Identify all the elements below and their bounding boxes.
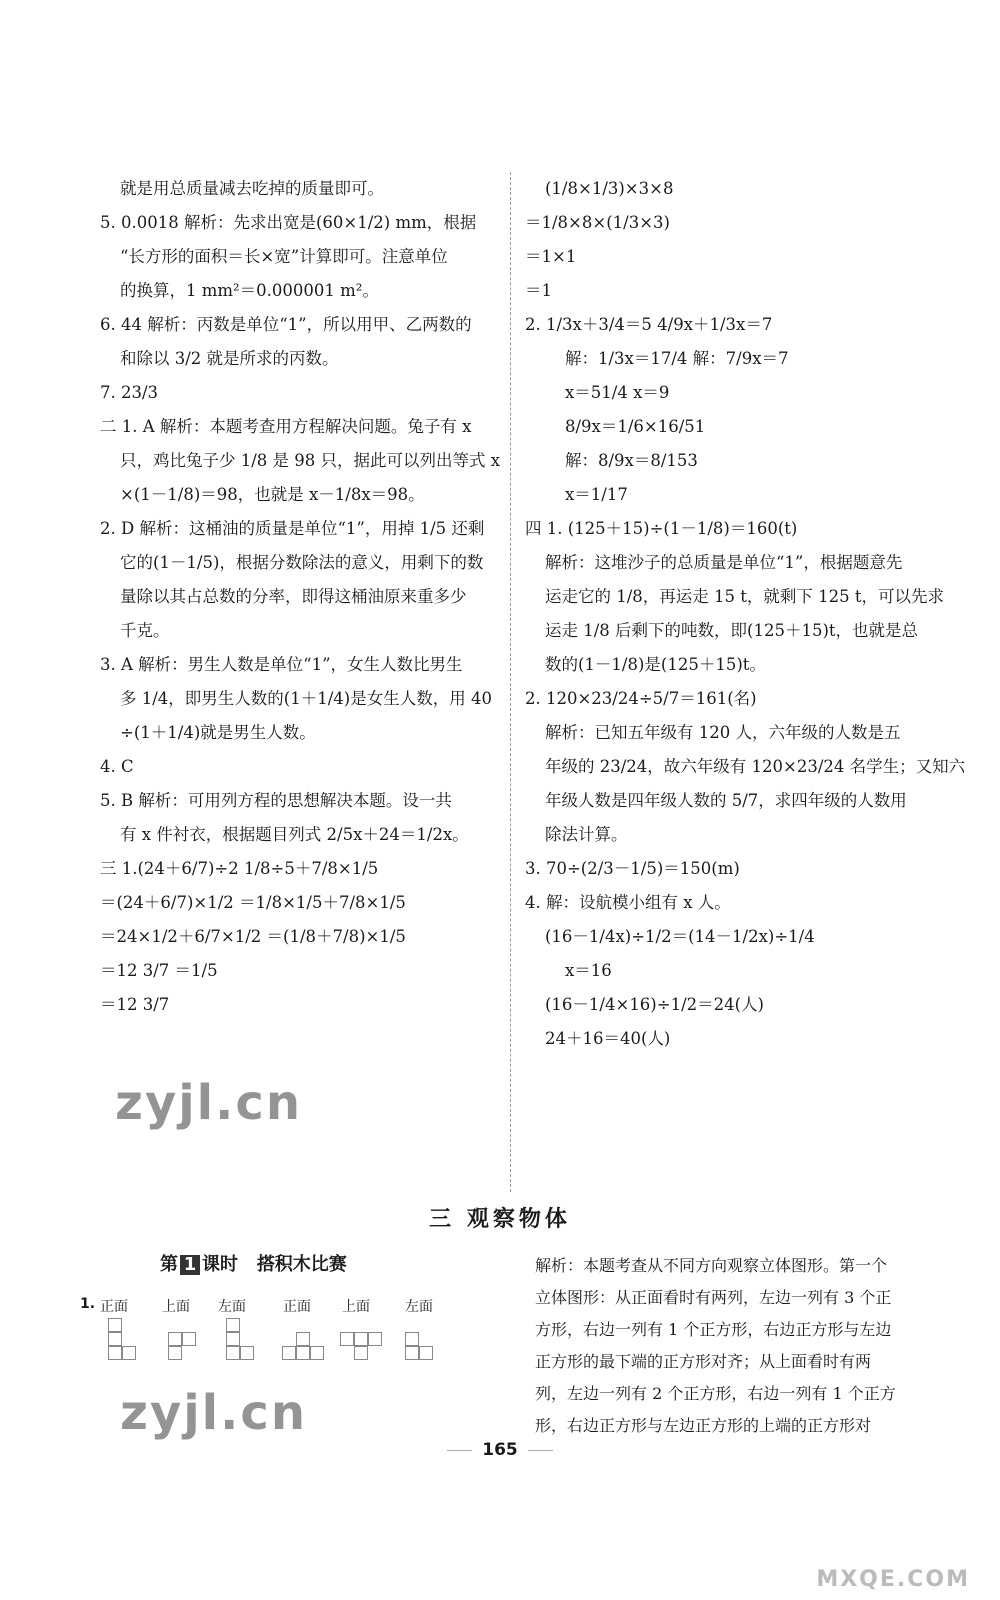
text-line: ＝12 3/7 [100, 995, 170, 1014]
text-line: 形，右边正方形与左边正方形的上端的正方形对 [535, 1416, 872, 1435]
text-line: ＝12 3/7 ＝1/5 [100, 961, 218, 980]
text-line: ＝24×1/2＋6/7×1/2 ＝(1/8＋7/8)×1/5 [100, 927, 406, 946]
text-line: 有 x 件衬衣，根据题目列式 2/5x＋24＝1/2x。 [120, 825, 469, 844]
text-line: ＝1 [525, 281, 552, 300]
text-line: 7. 23/3 [100, 383, 159, 402]
grid-square [108, 1346, 122, 1360]
question-number: 1. [80, 1296, 96, 1312]
watermark: zyjl.cn [120, 1385, 307, 1441]
grid-square [226, 1318, 240, 1332]
grid-square [282, 1346, 296, 1360]
text-line: 只，鸡比兔子少 1/8 是 98 只，据此可以列出等式 x [120, 451, 501, 470]
grid-square [354, 1346, 368, 1360]
text-line: 5. 0.0018 解析：先求出宽是(60×1/2) mm，根据 [100, 213, 477, 232]
grid-square [182, 1332, 196, 1346]
text-line: ×(1－1/8)＝98，也就是 x－1/8x＝98。 [120, 485, 425, 504]
text-line: 除法计算。 [545, 825, 628, 844]
view-label: 左面 [405, 1299, 433, 1315]
text-line: 4. 解：设航模小组有 x 人。 [525, 893, 731, 912]
text-line: 解：1/3x＝17/4 解：7/9x＝7 [565, 349, 789, 368]
text-line: 数的(1－1/8)是(125＋15)t。 [545, 655, 766, 674]
watermark: zyjl.cn [115, 1075, 302, 1131]
text-line: ＝1×1 [525, 247, 577, 266]
text-line: “长方形的面积＝长×宽”计算即可。注意单位 [120, 247, 448, 266]
text-line: 5. B 解析：可用列方程的思想解决本题。设一共 [100, 791, 452, 810]
view-label: 上面 [162, 1299, 190, 1315]
text-line: 和除以 3/2 就是所求的丙数。 [120, 349, 339, 368]
text-line: 三 1.(24＋6/7)÷2 1/8÷5＋7/8×1/5 [100, 859, 379, 878]
grid-square [240, 1346, 254, 1360]
text-line: (1/8×1/3)×3×8 [545, 179, 674, 198]
grid-square [296, 1332, 310, 1346]
text-line: 量除以其占总数的分率，即得这桶油原来重多少 [120, 587, 467, 606]
grid-square [419, 1346, 433, 1360]
text-line: 年级的 23/24，故六年级有 120×23/24 名学生；又知六 [545, 757, 966, 776]
analysis-block [535, 1250, 925, 1442]
text-line: 四 1. (125＋15)÷(1－1/8)＝160(t) [525, 519, 798, 538]
text-line: (16－1/4×16)÷1/2＝24(人) [545, 995, 764, 1014]
lesson-number: 1 [180, 1255, 200, 1275]
grid-square [354, 1332, 368, 1346]
text-line: 2. 120×23/24÷5/7＝161(名) [525, 689, 757, 708]
text-line: ÷(1＋1/4)就是男生人数。 [120, 723, 316, 742]
grid-square [168, 1332, 182, 1346]
lesson-suffix: 课时 [202, 1254, 238, 1275]
text-line: ＝(24＋6/7)×1/2 ＝1/8×1/5＋7/8×1/5 [100, 893, 406, 912]
column-divider [510, 172, 511, 1192]
grid-square [108, 1318, 122, 1332]
lesson-name: 搭积木比赛 [256, 1254, 347, 1275]
text-line: 4. C [100, 757, 134, 776]
text-line: x＝16 [565, 961, 612, 980]
left-column [100, 172, 501, 1022]
lesson-prefix: 第 [160, 1254, 178, 1275]
text-line: 3. 70÷(2/3－1/5)＝150(m) [525, 859, 740, 878]
text-line: 方形，右边一列有 1 个正方形，右边正方形与左边 [535, 1320, 892, 1339]
view-label: 正面 [283, 1299, 311, 1315]
text-line: 千克。 [120, 621, 170, 640]
text-line: x＝51/4 x＝9 [565, 383, 670, 402]
text-line: 2. 1/3x＋3/4＝5 4/9x＋1/3x＝7 [525, 315, 773, 334]
lesson-title [160, 1250, 347, 1276]
page-number: 165 [0, 1440, 1000, 1460]
text-line: 就是用总质量减去吃掉的质量即可。 [120, 179, 384, 198]
text-line: 运走 1/8 后剩下的吨数，即(125＋15)t，也就是总 [545, 621, 919, 640]
view-label: 上面 [342, 1299, 370, 1315]
grid-square [226, 1346, 240, 1360]
text-line: 2. D 解析：这桶油的质量是单位“1”，用掉 1/5 还剩 [100, 519, 485, 538]
section-title: 三 观察物体 [429, 1207, 571, 1232]
text-line: 它的(1－1/5)，根据分数除法的意义，用剩下的数 [120, 553, 484, 572]
text-line: 6. 44 解析：丙数是单位“1”，所以用甲、乙两数的 [100, 315, 472, 334]
text-line: 正方形的最下端的正方形对齐；从上面看时有两 [535, 1352, 872, 1371]
text-line: 解：8/9x＝8/153 [565, 451, 698, 470]
view-label: 正面 [100, 1299, 128, 1315]
text-line: 3. A 解析：男生人数是单位“1”，女生人数比男生 [100, 655, 463, 674]
grid-square [368, 1332, 382, 1346]
grid-square [108, 1332, 122, 1346]
view-label: 左面 [218, 1299, 246, 1315]
text-line: 年级人数是四年级人数的 5/7，求四年级的人数用 [545, 791, 907, 810]
text-line: 多 1/4，即男生人数的(1＋1/4)是女生人数，用 40 [120, 689, 492, 708]
grid-square [340, 1332, 354, 1346]
watermark: MXQE.COM [816, 1567, 970, 1592]
grid-square [168, 1346, 182, 1360]
grid-square [310, 1346, 324, 1360]
grid-square [226, 1332, 240, 1346]
grid-square [122, 1346, 136, 1360]
text-line: 解析：已知五年级有 120 人，六年级的人数是五 [545, 723, 901, 742]
text-line: 24＋16＝40(人) [545, 1029, 671, 1048]
text-line: x＝1/17 [565, 485, 628, 504]
text-line: 8/9x＝1/6×16/51 [565, 417, 706, 436]
text-line: 二 1. A 解析：本题考查用方程解决问题。兔子有 x [100, 417, 472, 436]
grid-square [405, 1332, 419, 1346]
text-line: 列，左边一列有 2 个正方形，右边一列有 1 个正方 [535, 1384, 896, 1403]
text-line: 运走它的 1/8，再运走 15 t，就剩下 125 t，可以先求 [545, 587, 945, 606]
text-line: 解析：本题考查从不同方向观察立体图形。第一个 [535, 1256, 888, 1275]
text-line: ＝1/8×8×(1/3×3) [525, 213, 670, 232]
text-line: 的换算，1 mm²＝0.000001 m²。 [120, 281, 379, 300]
text-line: (16－1/4x)÷1/2＝(14－1/2x)÷1/4 [545, 927, 815, 946]
grid-square [405, 1346, 419, 1360]
text-line: 立体图形：从正面看时有两列，左边一列有 3 个正 [535, 1288, 892, 1307]
right-column [525, 172, 966, 1056]
grid-square [296, 1346, 310, 1360]
text-line: 解析：这堆沙子的总质量是单位“1”，根据题意先 [545, 553, 903, 572]
